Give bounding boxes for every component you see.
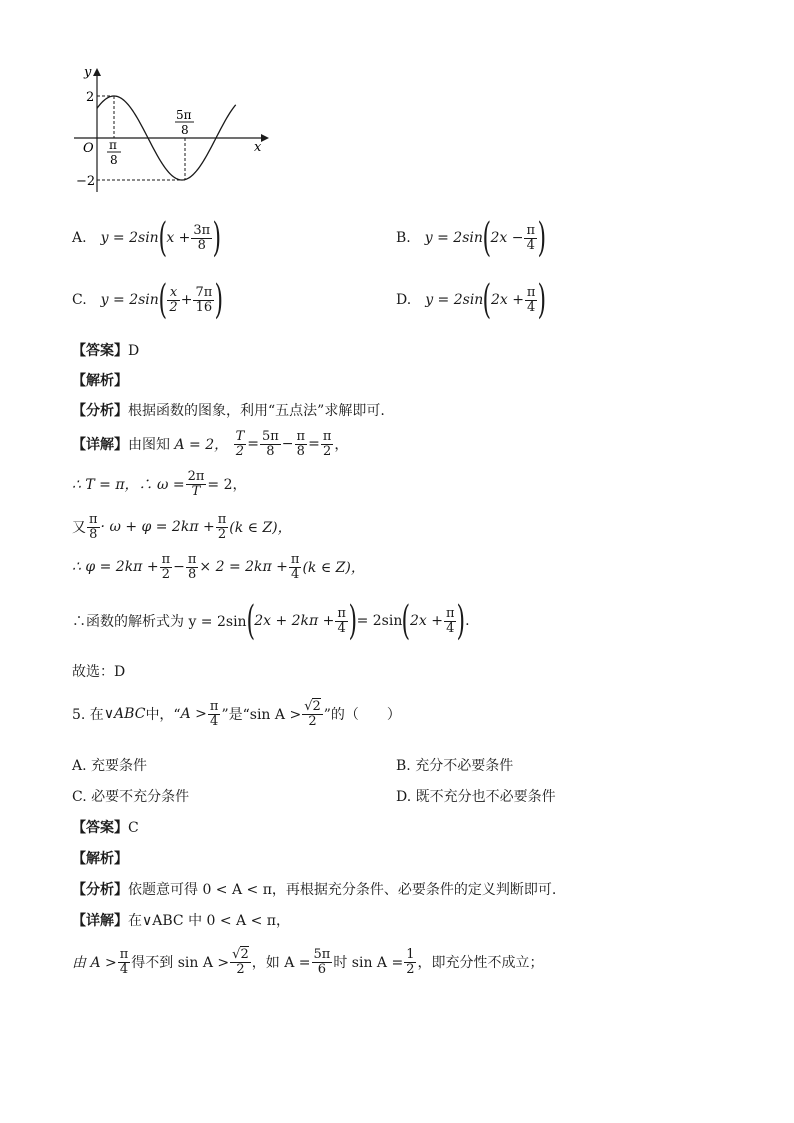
q4-detail-line2: ∴ T = π，∴ ω = $\frac{2\pi}{T}$ = 2， <box>72 469 247 499</box>
q4-choose: 故选：D <box>72 664 126 680</box>
q5-stem: 5. 在 ∨ABC 中，“ A > $\frac{\pi}{4}$ ”是“sin A > $\frac{√2}{2}$ ”的（ ） <box>72 699 401 729</box>
x-mark-2-den: 8 <box>181 123 189 137</box>
sine-graph <box>66 64 276 199</box>
option-x-fraction: $\frac{x}{2}$ <box>169 284 178 315</box>
q4-fenxi: 【分析】根据函数的图象，利用“五点法”求解即可. <box>72 403 385 419</box>
q5-option-a[interactable]: A. 充要条件 <box>72 758 148 774</box>
option-fraction: $\frac{3\pi}{8}$ <box>193 222 211 253</box>
y-tick-bottom: −2 <box>76 174 96 189</box>
option-fraction: $\frac{7\pi}{16}$ <box>195 284 213 315</box>
x-mark-1-den: 8 <box>110 153 118 167</box>
x-axis-arrow <box>261 134 269 142</box>
option-letter: A. <box>72 230 87 246</box>
option-plus: + <box>180 292 193 308</box>
option-fraction: $\frac{\pi}{4}$ <box>526 284 536 315</box>
q4-option-c[interactable]: C. y = 2sin ( $\frac{x}{2}$ + $\frac{7\pi}{16}$ ) <box>72 277 224 323</box>
option-prefix: y = 2sin <box>100 230 159 246</box>
option-prefix: y = 2sin <box>424 230 483 246</box>
option-prefix: y = 2sin <box>100 292 159 308</box>
q5-detail-line2: 由 A > $\frac{\pi}{4}$ 得不到 sin A > $\frac{√2}{2}$ ，如 A = $\frac{5\pi}{6}$ 时 sin A = $\frac{1}{2}$ ，即充分性不成立； <box>72 947 544 977</box>
option-prefix: y = 2sin <box>425 292 484 308</box>
q4-option-d[interactable]: D. y = 2sin ( 2x + $\frac{\pi}{4}$ ) <box>396 277 547 323</box>
option-letter: B. <box>396 230 411 246</box>
y-axis-arrow <box>93 68 101 76</box>
q4-answer: 【答案】D <box>72 343 140 359</box>
q4-option-a[interactable]: A. y = 2sin ( x + $\frac{3\pi}{8}$ ) <box>72 215 222 261</box>
option-letter: C. <box>72 292 87 308</box>
q5-option-b[interactable]: B. 充分不必要条件 <box>396 758 514 774</box>
option-inner: 2x + <box>490 292 524 308</box>
q5-fenxi: 【分析】依题意可得 0 < A < π，再根据充分条件、必要条件的定义判断即可. <box>72 882 557 898</box>
q5-option-d[interactable]: D. 既不充分也不必要条件 <box>396 789 556 805</box>
y-tick-top: 2 <box>86 90 95 105</box>
option-inner: x + <box>166 230 191 246</box>
x-label: x <box>254 140 262 155</box>
q5-analysis-tag: 【解析】 <box>72 851 128 867</box>
q5-detail-line1: 【详解】在∨ABC 中 0 < A < π， <box>72 913 290 929</box>
x-mark-2-num: 5π <box>176 108 192 122</box>
q4-detail-line5: ∴函数的解析式为 y = 2sin ( 2x + 2kπ + $\frac{\pi}{4}$ ) = 2sin ( 2x + $\frac{\pi}{4}$ ) . <box>72 598 470 644</box>
option-fraction: $\frac{\pi}{4}$ <box>526 222 536 253</box>
q5-answer: 【答案】C <box>72 820 139 836</box>
q4-detail-line3: 又 $\frac{\pi}{8}$ · ω + φ = 2kπ + $\frac{\pi}{2}$ (k ∈ Z)， <box>72 512 292 542</box>
origin-label: O <box>83 141 94 156</box>
q4-analysis-tag: 【解析】 <box>72 373 128 389</box>
q4-option-b[interactable]: B. y = 2sin ( 2x − $\frac{\pi}{4}$ ) <box>396 215 547 261</box>
option-letter: D. <box>396 292 412 308</box>
option-inner: 2x − <box>490 230 524 246</box>
q4-detail-line1: 【详解】 由图知 A = 2， $\frac{T}{2}$ = $\frac{5\pi}{8}$ − $\frac{\pi}{8}$ = $\frac{\pi}{2}$ ， <box>72 429 349 459</box>
x-mark-1-num: π <box>109 138 117 152</box>
q5-option-c[interactable]: C. 必要不充分条件 <box>72 789 190 805</box>
y-label: y <box>84 65 92 80</box>
q4-detail-line4: ∴ φ = 2kπ + $\frac{\pi}{2}$ − $\frac{\pi}{8}$ × 2 = 2kπ + $\frac{\pi}{4}$ (k ∈ Z)， <box>72 552 365 582</box>
